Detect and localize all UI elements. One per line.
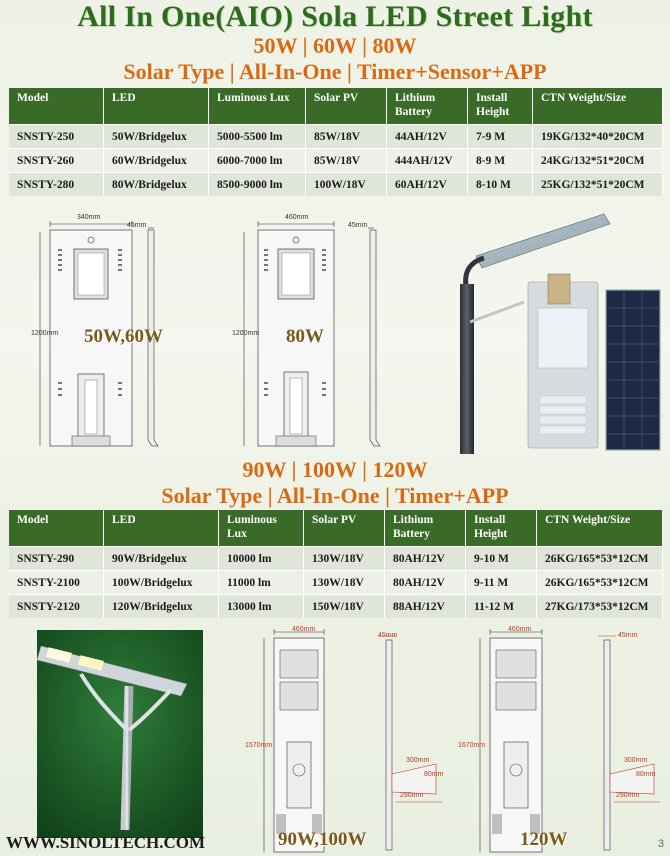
product-photo-streetlight	[454, 212, 666, 456]
table-cell: 80W/Bridgelux	[104, 173, 209, 197]
dim-base: 290mm	[400, 792, 424, 799]
table-cell: 60W/Bridgelux	[104, 149, 209, 173]
table-cell: SNSTY-250	[9, 125, 104, 149]
table-cell: 9-10 M	[466, 547, 537, 571]
col-header: Install Height	[468, 88, 533, 125]
col-header: Model	[9, 510, 104, 547]
col-header: Install Height	[466, 510, 537, 547]
spec-table-1	[9, 88, 663, 196]
table-row	[9, 571, 663, 595]
dim-width: 460mm	[508, 626, 532, 633]
table-cell: SNSTY-280	[9, 173, 104, 197]
table-cell: 120W/Bridgelux	[104, 595, 219, 619]
table-cell: SNSTY-260	[9, 149, 104, 173]
table-cell: 7-9 M	[468, 125, 533, 149]
table-cell: 60AH/12V	[387, 173, 468, 197]
col-header: Solar PV	[306, 88, 387, 125]
table-cell: 25KG/132*51*20CM	[533, 173, 663, 197]
table-cell: 444AH/12V	[387, 149, 468, 173]
dim-height: 1570mm	[245, 742, 273, 749]
dim-height: 1670mm	[458, 742, 486, 749]
table-cell: 130W/18V	[304, 571, 385, 595]
table-cell: 80AH/12V	[385, 571, 466, 595]
table-cell: 8500-9000 lm	[209, 173, 306, 197]
dim-width: 460mm	[292, 626, 316, 633]
model-label-80w: 80W	[286, 326, 324, 347]
table-row	[9, 547, 663, 571]
website-link[interactable]: WWW.SINOLTECH.COM	[6, 833, 206, 852]
table-cell: 8-9 M	[468, 149, 533, 173]
table-row	[9, 595, 663, 619]
power-range-2: 90W | 100W | 120W	[242, 457, 428, 482]
table-cell: 130W/18V	[304, 547, 385, 571]
table-cell: 88AH/12V	[385, 595, 466, 619]
model-label-120w: 120W	[520, 829, 568, 850]
spec-table-2	[9, 510, 663, 618]
table-cell: 10000 lm	[219, 547, 304, 571]
dim-width: 340mm	[77, 214, 101, 221]
table-cell: 100W/Bridgelux	[104, 571, 219, 595]
page-title: All In One(AIO) Sola LED Street Light	[77, 0, 593, 33]
table-header-row	[9, 88, 663, 125]
dim-base: 290mm	[616, 792, 640, 799]
dim-width: 460mm	[285, 214, 309, 221]
table-cell: 85W/18V	[306, 149, 387, 173]
dim-arm: 300mm	[406, 757, 430, 764]
drawing-120w	[458, 624, 668, 856]
dim-arm-height: 80mm	[424, 771, 444, 778]
table-cell: 24KG/132*51*20CM	[533, 149, 663, 173]
col-header: Lithium Battery	[387, 88, 468, 125]
col-header: CTN Weight/Size	[537, 510, 663, 547]
model-label-50w-60w: 50W,60W	[84, 326, 164, 347]
table-cell: 26KG/165*53*12CM	[537, 571, 663, 595]
table-cell: 85W/18V	[306, 125, 387, 149]
table-cell: 80AH/12V	[385, 547, 466, 571]
dim-arm-height: 80mm	[636, 771, 656, 778]
table-row	[9, 149, 663, 173]
table-header-row	[9, 510, 663, 547]
col-header: Luminous Lux	[219, 510, 304, 547]
table-cell: 8-10 M	[468, 173, 533, 197]
table-cell: 50W/Bridgelux	[104, 125, 209, 149]
col-header: Solar PV	[304, 510, 385, 547]
table-cell: 100W/18V	[306, 173, 387, 197]
dim-depth: 45mm	[618, 632, 638, 639]
table-cell: SNSTY-290	[9, 547, 104, 571]
dim-depth: 45mm	[378, 632, 398, 639]
table-cell: SNSTY-2100	[9, 571, 104, 595]
table-cell: SNSTY-2120	[9, 595, 104, 619]
dim-height: 1200mm	[232, 330, 260, 337]
feature-line-1: Solar Type | All-In-One | Timer+Sensor+APP	[123, 59, 547, 84]
dim-height: 1200mm	[31, 330, 59, 337]
model-label-90w-100w: 90W,100W	[278, 829, 367, 850]
table-cell: 13000 lm	[219, 595, 304, 619]
table-cell: 26KG/165*53*12CM	[537, 547, 663, 571]
table-cell: 150W/18V	[304, 595, 385, 619]
table-cell: 19KG/132*40*20CM	[533, 125, 663, 149]
col-header: Model	[9, 88, 104, 125]
table-cell: 11000 lm	[219, 571, 304, 595]
feature-line-2: Solar Type | All-In-One | Timer+APP	[161, 483, 509, 508]
table-cell: 6000-7000 lm	[209, 149, 306, 173]
col-header: Luminous Lux	[209, 88, 306, 125]
dim-depth: 45mm	[348, 222, 368, 229]
table-cell: 5000-5500 lm	[209, 125, 306, 149]
table-row	[9, 173, 663, 197]
col-header: CTN Weight/Size	[533, 88, 663, 125]
col-header: Lithium Battery	[385, 510, 466, 547]
drawing-90w-100w	[246, 624, 446, 856]
table-cell: 44AH/12V	[387, 125, 468, 149]
table-cell: 90W/Bridgelux	[104, 547, 219, 571]
dim-depth: 45mm	[127, 222, 147, 229]
table-cell: 27KG/173*53*12CM	[537, 595, 663, 619]
table-cell: 11-12 M	[466, 595, 537, 619]
installation-photo	[37, 630, 203, 838]
power-range-1: 50W | 60W | 80W	[253, 33, 417, 58]
page-number: 3	[657, 838, 664, 850]
dim-arm: 300mm	[624, 757, 648, 764]
table-row	[9, 125, 663, 149]
table-cell: 9-11 M	[466, 571, 537, 595]
col-header: LED	[104, 88, 209, 125]
col-header: LED	[104, 510, 219, 547]
